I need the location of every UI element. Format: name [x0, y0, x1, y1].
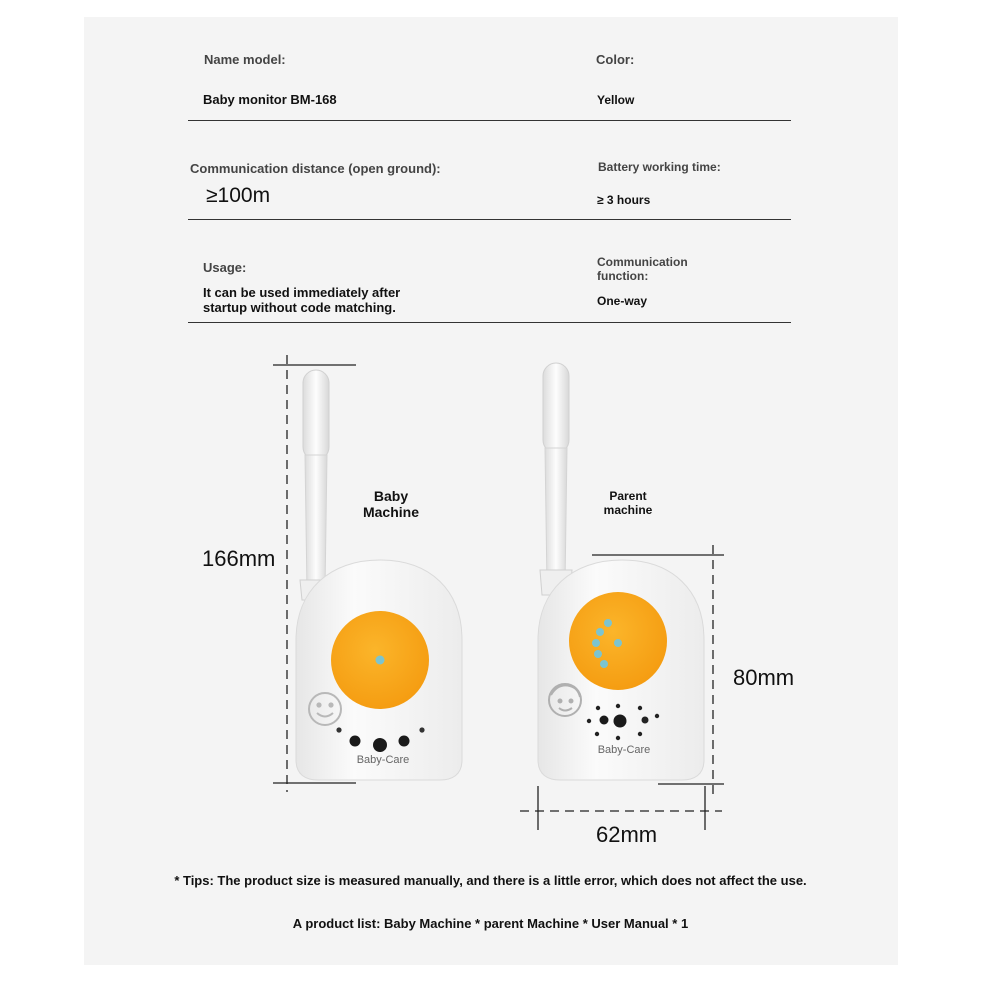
parent-machine-label	[588, 489, 668, 517]
usage-label: Usage:	[203, 260, 247, 275]
distance-value: ≥100m	[206, 184, 271, 207]
parent-label-line2: machine	[603, 503, 653, 517]
function-label-line2: function:	[597, 269, 649, 283]
parent-button-center[interactable]	[614, 715, 627, 728]
distance-label: Communication distance (open ground):	[190, 161, 441, 176]
parent-label-line1: Parent	[609, 489, 647, 503]
tip-note: * Tips: The product size is measured manually, and there is a little error, which does not affect the use.	[174, 873, 807, 888]
battery-value: ≥ 3 hours	[597, 193, 651, 207]
color-label: Color:	[596, 52, 635, 67]
width-label: 62mm	[596, 822, 658, 847]
baby-button-left[interactable]	[350, 736, 361, 747]
baby-button-center[interactable]	[373, 738, 387, 752]
baby-label-line2: Machine	[362, 504, 419, 520]
baby-machine-label	[350, 488, 432, 520]
function-label-line1: Communication	[597, 255, 688, 269]
parent-button-left[interactable]	[600, 716, 609, 725]
baby-brand-text: Baby-Care	[356, 754, 410, 766]
baby-led	[376, 656, 385, 665]
usage-value-line2: startup without code matching.	[203, 300, 396, 315]
battery-label: Battery working time:	[598, 160, 721, 174]
function-value: One-way	[597, 294, 648, 308]
parent-brand-text: Baby-Care	[597, 744, 651, 756]
baby-button-right[interactable]	[399, 736, 410, 747]
baby-label-line1: Baby	[373, 488, 409, 504]
parent-machine	[538, 363, 704, 780]
name-model-value: Baby monitor BM-168	[203, 92, 337, 107]
color-value: Yellow	[597, 93, 635, 107]
height-body-label: 80mm	[733, 665, 795, 690]
baby-machine	[296, 370, 462, 780]
product-list: A product list: Baby Machine * parent Machine * User Manual * 1	[292, 916, 689, 931]
name-model-label: Name model:	[204, 52, 286, 67]
height-total-label: 166mm	[202, 546, 276, 571]
usage-value-line1: It can be used immediately after	[203, 285, 401, 300]
